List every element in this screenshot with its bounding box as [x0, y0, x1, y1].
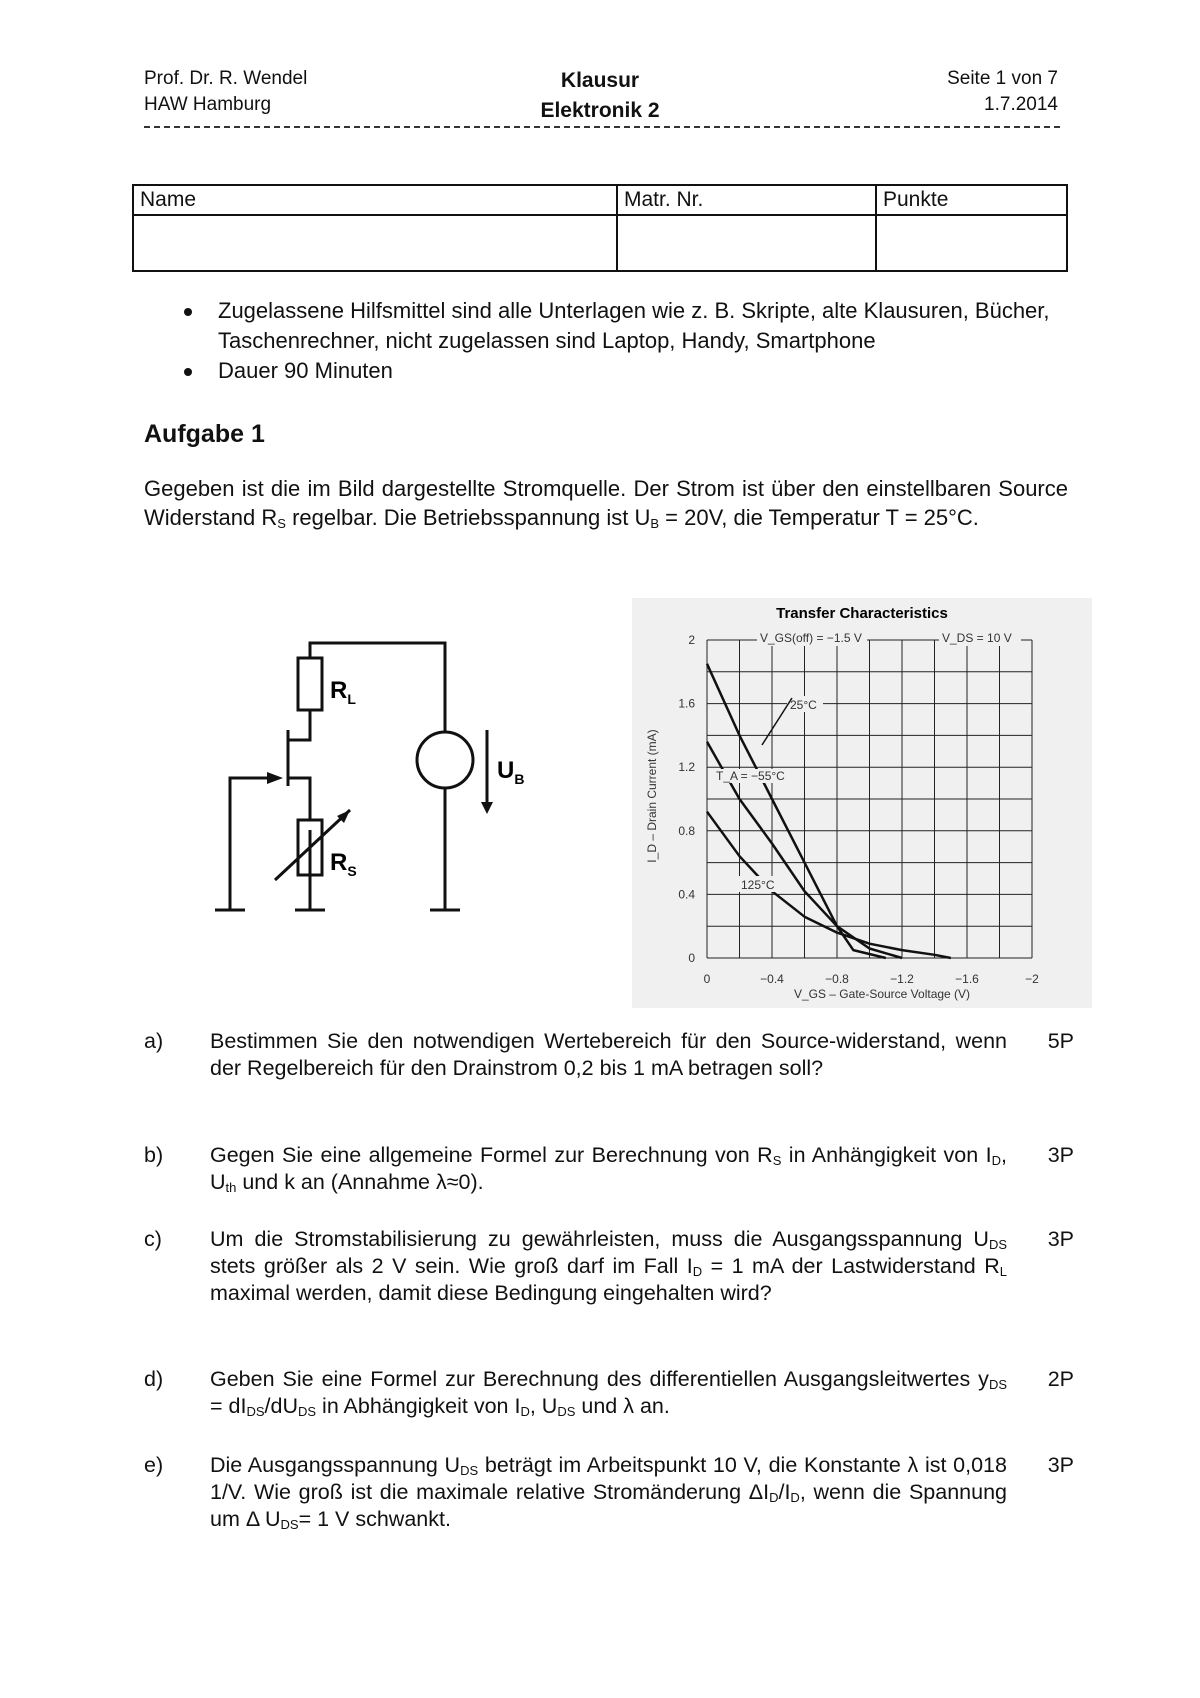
source-wire: [288, 778, 310, 820]
rl-label: $R_L$: [330, 677, 356, 707]
question-text: Um die Stromstabilisierung zu gewährleisten, muss die Ausgangsspannung $U_{DS}$ stets größer als 2 V sein. Wie groß darf im Fall $I_D = 1$ mA der Lastwiderstand $R_L$ maximal werden, damit diese Bedingung eingehalten wird?: [210, 1227, 1007, 1305]
question-d: [144, 1366, 1074, 1426]
question-points: 5P: [1047, 1029, 1074, 1053]
annot-25c: 25°C: [790, 698, 817, 712]
header-right: [947, 66, 1058, 118]
transfer-chart: [632, 598, 1092, 1008]
question-points: 3P: [1047, 1453, 1074, 1477]
question-points: 3P: [1047, 1143, 1074, 1167]
annot-ta-55: T_A = −55°C: [716, 769, 785, 783]
question-text: Gegen Sie eine allgemeine Formel zur Berechnung von $R_S$ in Anhängigkeit von $I_D$, $U_{th}$ und k an (Annahme λ≈0).: [210, 1143, 1007, 1195]
annot-125c: 125°C: [741, 878, 775, 892]
institution: HAW Hamburg: [144, 94, 272, 115]
y-tick-label: 0.8: [678, 823, 695, 838]
ub-label: $U_B$: [497, 757, 525, 787]
question-b: [144, 1142, 1074, 1202]
punkte-field[interactable]: [876, 215, 1067, 271]
punkte-header: Punkte: [876, 185, 1067, 215]
annot-vgsoff: V_GS(off) = −1.5 V: [760, 631, 862, 645]
annot-vds: V_DS = 10 V: [942, 631, 1012, 645]
question-label: e): [144, 1453, 164, 1477]
y-tick-label: 0: [688, 951, 695, 965]
question-text: Bestimmen Sie den notwendigen Wertebereich für den Source-widerstand, wenn der Regelbereich für den Drainstrom 0,2 bis 1 mA betragen soll?: [210, 1029, 1007, 1080]
question-text: Geben Sie eine Formel zur Berechnung des differentiellen Ausgangsleitwertes $y_{DS} = dI_{DS}/dU_{DS}$ in Abhängigkeit von $I_D$, $U_{DS}$ und λ an.: [210, 1367, 1007, 1419]
rules-list: [184, 296, 1074, 386]
question-label: a): [144, 1029, 164, 1053]
gate-arrow: [267, 772, 283, 784]
rl-resistor: [298, 658, 322, 710]
chart-title: Transfer Characteristics: [776, 605, 948, 622]
task-intro: Gegeben ist die im Bild dargestellte Stromquelle. Der Strom ist über den einstellbaren Source Widerstand $R_S$ regelbar. Die Betriebsspannung ist $U_B = 20V$, die Temperatur T = 25°C.: [144, 476, 1068, 531]
x-tick-label: −1.2: [890, 972, 914, 986]
y-tick-label: 2: [688, 633, 695, 647]
matr-header: Matr. Nr.: [617, 185, 876, 215]
y-tick-label: 1.6: [678, 696, 695, 711]
voltage-source: [417, 732, 473, 788]
list-item: Dauer 90 Minuten: [184, 356, 1074, 386]
question-label: c): [144, 1227, 162, 1251]
gate-wire: [230, 778, 275, 910]
exam-date: 1.7.2014: [984, 94, 1058, 115]
y-tick-label: 0.4: [678, 887, 695, 902]
x-tick-label: 0: [703, 972, 711, 986]
circuit-diagram: [215, 630, 555, 920]
question-label: b): [144, 1143, 164, 1167]
name-header: Name: [133, 185, 617, 215]
question-e: [144, 1452, 1074, 1542]
rs-label: $R_S$: [330, 849, 357, 879]
y-axis-label: I_D – Drain Current (mA): [645, 729, 659, 863]
x-axis-label: V_GS – Gate-Source Voltage (V): [793, 987, 971, 1001]
drain-wire: [288, 710, 310, 778]
exam-subject: Elektronik 2: [540, 99, 660, 122]
y-tick-label: 1.2: [678, 760, 695, 775]
header-left: [144, 66, 307, 118]
x-tick-label: −2: [1025, 972, 1039, 986]
ub-arrowhead: [481, 802, 493, 814]
matr-field[interactable]: [617, 215, 876, 271]
page-number: Seite 1 von 7: [947, 68, 1058, 89]
author: Prof. Dr. R. Wendel: [144, 68, 308, 89]
question-points: 2P: [1047, 1367, 1074, 1391]
question-c: [144, 1226, 1074, 1336]
task-heading: Aufgabe 1: [144, 420, 265, 448]
x-tick-label: −0.8: [825, 972, 849, 986]
header-divider: [144, 126, 1060, 128]
question-text: Die Ausgangsspannung $U_{DS}$ beträgt im Arbeitspunkt 10 V, die Konstante λ ist 0,018 1/V. Wie groß ist die maximale relative Stromänderung $\Delta I_D/I_D$, wenn die Spannung um Δ $U_{DS}= 1$ V schwankt.: [210, 1453, 1007, 1532]
question-a: [144, 1028, 1074, 1118]
question-points: 3P: [1047, 1227, 1074, 1251]
x-tick-label: −1.6: [955, 972, 979, 986]
student-info-table: [132, 184, 1068, 272]
chart-background: [632, 598, 1092, 1008]
question-label: d): [144, 1367, 164, 1391]
list-item: Zugelassene Hilfsmittel sind alle Unterlagen wie z. B. Skripte, alte Klausuren, Bücher, Taschenrechner, nicht zugelassen sind Laptop, Handy, Smartphone: [184, 296, 1074, 356]
name-field[interactable]: [133, 215, 617, 271]
exam-title: Klausur: [560, 69, 640, 92]
x-tick-label: −0.4: [760, 972, 784, 986]
header-center: [460, 66, 740, 126]
